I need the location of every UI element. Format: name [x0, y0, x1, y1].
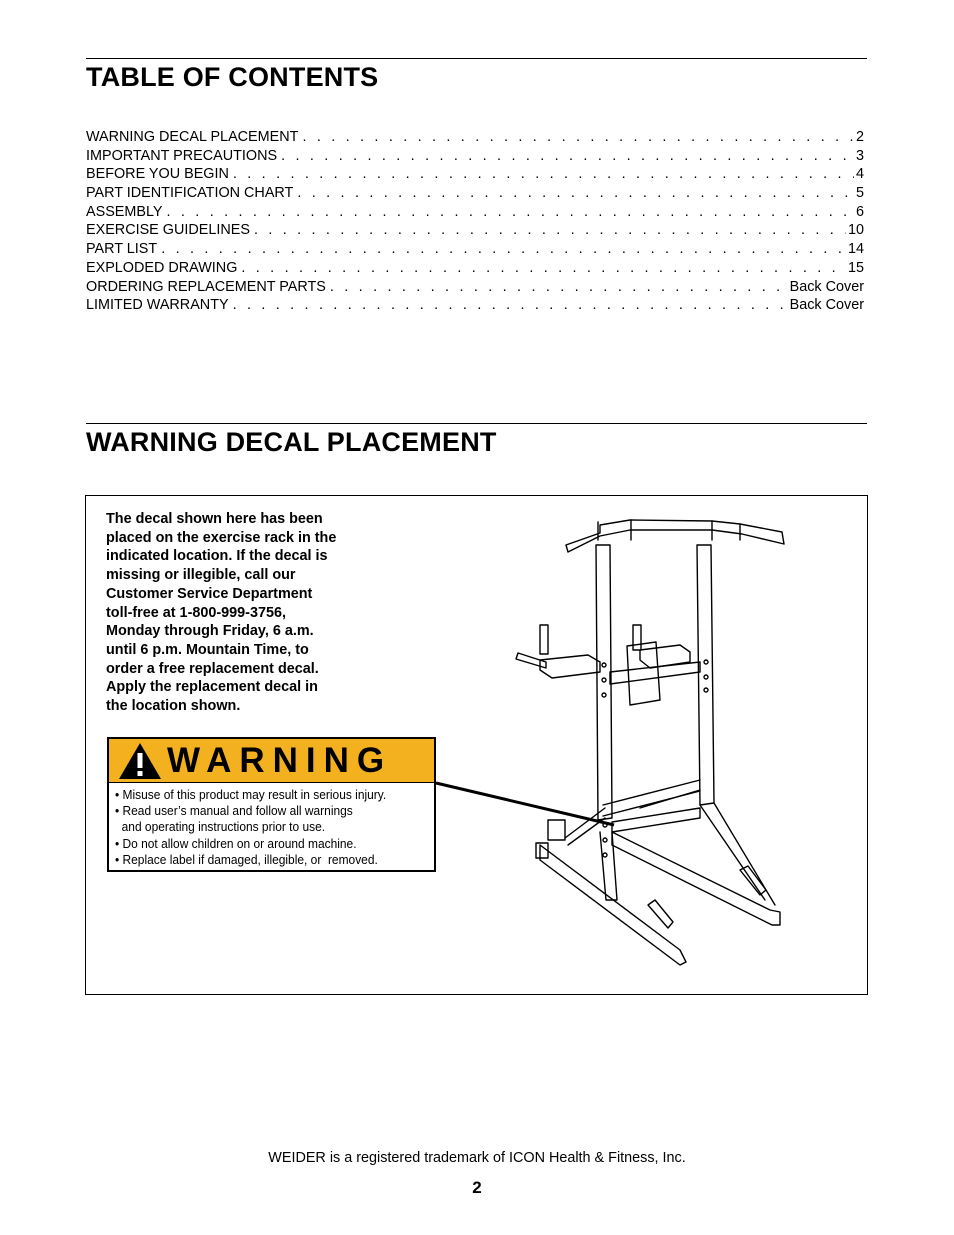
- instruction-line: order a free replacement decal.: [106, 660, 319, 677]
- toc-entry-title: ASSEMBLY: [86, 203, 163, 220]
- toc-entry-title: EXERCISE GUIDELINES: [86, 222, 250, 239]
- toc-entry-page: 3: [855, 147, 864, 164]
- instruction-line: toll-free at 1-800-999-3756,: [106, 604, 286, 621]
- page-number: 2: [472, 1178, 482, 1197]
- decal-line: • Read user’s manual and follow all warnings: [115, 803, 353, 819]
- warning-section-heading: WARNING DECAL PLACEMENT: [86, 427, 497, 457]
- toc-entry-title: BEFORE YOU BEGIN: [86, 166, 229, 183]
- toc-entry-page: Back Cover: [789, 297, 864, 314]
- toc-entry-title: PART IDENTIFICATION CHART: [86, 185, 294, 202]
- toc-entry-page: 2: [855, 129, 864, 145]
- instruction-line: missing or illegible, call our: [106, 567, 296, 584]
- toc-entry-title: WARNING DECAL PLACEMENT: [86, 129, 299, 145]
- instruction-line: until 6 p.m. Mountain Time, to: [106, 641, 309, 658]
- instruction-line: indicated location. If the decal is: [106, 548, 328, 565]
- toc-entry-page: Back Cover: [789, 278, 864, 295]
- instruction-line: The decal shown here has been: [106, 511, 323, 527]
- instruction-line: Monday through Friday, 6 a.m.: [106, 623, 314, 640]
- toc-entry-page: 6: [855, 203, 864, 220]
- decal-line: • Do not allow children on or around machine.: [115, 835, 357, 851]
- toc-entry-title: EXPLODED DRAWING: [86, 259, 238, 276]
- decal-line: • Misuse of this product may result in serious injury.: [115, 787, 387, 802]
- instruction-line: placed on the exercise rack in the: [106, 529, 337, 546]
- decal-line: • Replace label if damaged, illegible, or removed.: [115, 851, 378, 867]
- toc-entry-page: 5: [855, 185, 864, 202]
- toc-entry-page: 15: [847, 259, 864, 276]
- instruction-line: Customer Service Department: [106, 585, 313, 602]
- decal-line: and operating instructions prior to use.: [115, 819, 326, 835]
- toc-entry-page: 4: [855, 166, 864, 183]
- toc-entry-page: 14: [847, 241, 864, 258]
- decal-callout-pointer: [436, 783, 614, 825]
- warning-decal-heading: WARNING: [167, 741, 393, 780]
- toc-entry-title: ORDERING REPLACEMENT PARTS: [86, 278, 326, 295]
- instruction-line: the location shown.: [106, 698, 241, 715]
- toc-entry-title: IMPORTANT PRECAUTIONS: [86, 147, 278, 164]
- toc-entry-page: 10: [847, 222, 864, 239]
- trademark-notice: WEIDER is a registered trademark of ICON Health & Fitness, Inc.: [268, 1150, 686, 1166]
- toc-heading: TABLE OF CONTENTS: [86, 62, 379, 92]
- toc-entry-title: PART LIST: [86, 241, 158, 258]
- toc-entry-title: LIMITED WARRANTY: [86, 297, 229, 314]
- instruction-line: Apply the replacement decal in: [106, 679, 318, 696]
